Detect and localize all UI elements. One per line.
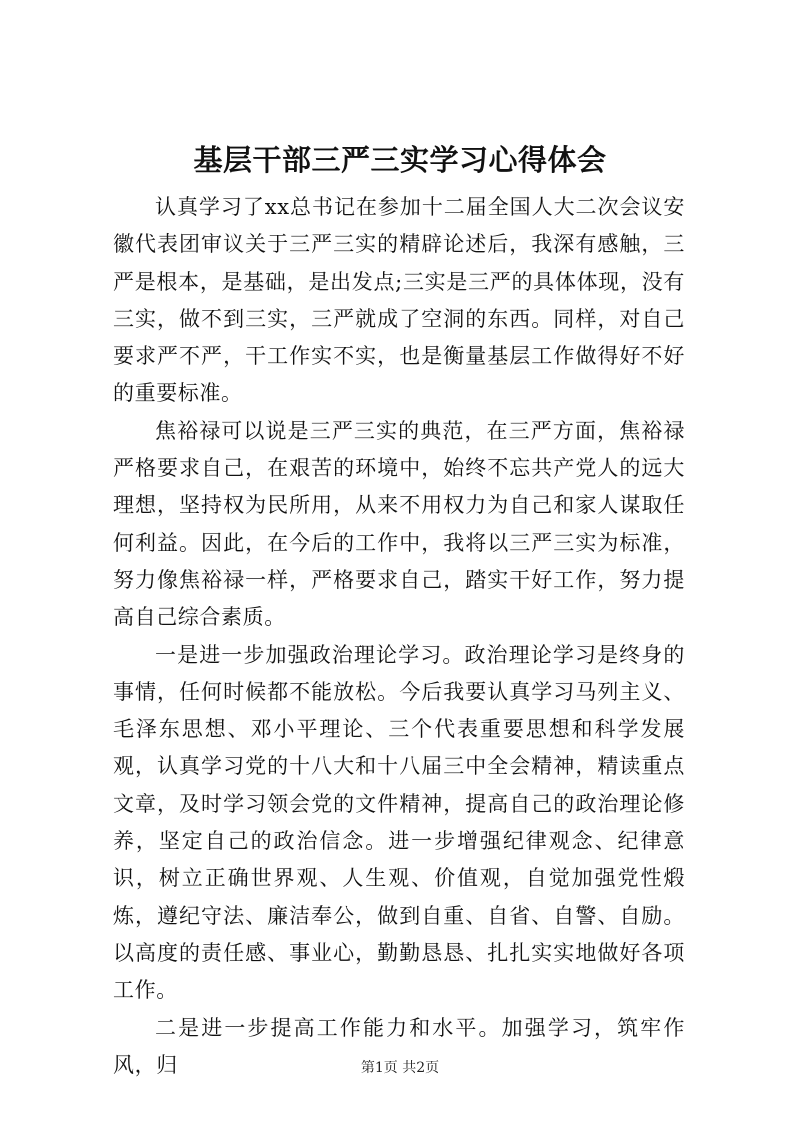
paragraph-1: 认真学习了xx总书记在参加十二届全国人大二次会议安徽代表团审议关于三严三实的精辟论述后，我深有感触，三严是根本，是基础，是出发点;三实是三严的具体体现，没有三实，做不到三实，三严就成了空洞的东西。同样，对自己要求严不严，干工作实不实，也是衡量基层工作做得好不好的重要标准。 [113,195,685,406]
page-number-footer: 第1页 共2页 [360,1060,440,1076]
paragraph-3: 一是进一步加强政治理论学习。政治理论学习是终身的事情，任何时候都不能放松。今后我要认真学习马列主义、毛泽东思想、邓小平理论、三个代表重要思想和科学发展观，认真学习党的十八大和十八届三中全会精神，精读重点文章，及时学习领会党的文件精神，提高自己的政治理论修养，坚定自己的政治信念。进一步增强纪律观念、纪律意识，树立正确世界观、人生观、价值观，自觉加强党性煅炼，遵纪守法、廉洁奉公，做到自重、自省、自警、自励。以高度的责任感、事业心，勤勤恳恳、扎扎实实地做好各项工作。 [113,642,685,1003]
paragraph-2: 焦裕禄可以说是三严三实的典范，在三严方面，焦裕禄严格要求自己，在艰苦的环境中，始终不忘共产党人的远大理想，坚持权为民所用，从来不用权力为自己和家人谋取任何利益。因此，在今后的工作中，我将以三严三实为标准，努力像焦裕禄一样，严格要求自己，踏实干好工作，努力提高自己综合素质。 [113,418,685,630]
document-title: 基层干部三严三实学习心得体会 [193,143,607,177]
paragraph-4: 二是进一步提高工作能力和水平。加强学习，筑牢作风，归 [113,1015,685,1077]
